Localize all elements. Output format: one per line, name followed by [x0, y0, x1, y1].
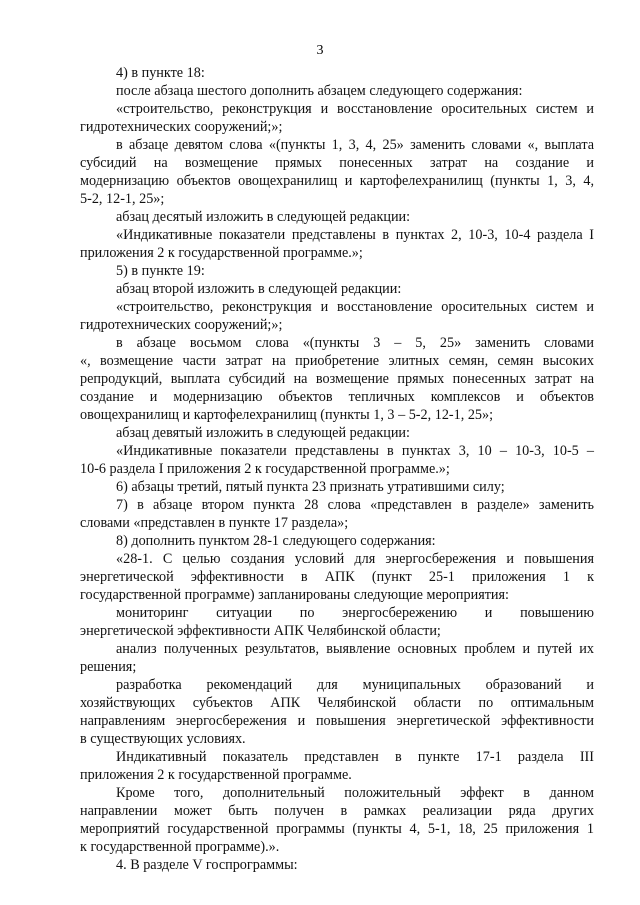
text-line: 10-6 раздела I приложения 2 к государственной программе.»;: [80, 461, 450, 477]
text-line: Индикативный показатель представлен в пункте 17-1 раздела III: [116, 749, 594, 765]
page-number: 3: [316, 43, 324, 58]
text-line: энергетической эффективности в АПК (пункт 25-1 приложения 1 к: [80, 569, 594, 585]
text-line: в абзаце восьмом слова «(пункты 3 – 5, 25» заменить словами: [116, 335, 594, 351]
text-line: 6) абзацы третий, пятый пункта 23 признать утратившими силу;: [116, 479, 505, 495]
text-line: «, возмещение части затрат на приобретение элитных семян, семян высоких: [80, 353, 594, 369]
text-line: абзац девятый изложить в следующей редакции:: [116, 425, 410, 441]
text-line: гидротехнических сооружений;»;: [80, 119, 283, 135]
text-line: субсидий на возмещение прямых понесенных затрат на создание и: [80, 155, 594, 171]
text-line: в абзаце девятом слова «(пункты 1, 3, 4, 25» заменить словами «, выплата: [116, 137, 594, 153]
text-line: Кроме того, дополнительный положительный эффект в данном: [116, 785, 594, 801]
text-line: энергетической эффективности АПК Челябинской области;: [80, 623, 441, 639]
text-line: «Индикативные показатели представлены в пунктах 2, 10-3, 10-4 раздела I: [116, 227, 594, 243]
text-line: государственной программе) запланированы следующие мероприятия:: [80, 587, 509, 603]
text-line: 8) дополнить пунктом 28-1 следующего содержания:: [116, 533, 436, 549]
text-line: направлении может быть получен в рамках реализации ряда других: [80, 803, 594, 819]
text-line: 4. В разделе V госпрограммы:: [116, 857, 298, 873]
text-line: создание и модернизацию объектов тепличных комплексов и объектов: [80, 389, 594, 405]
text-line: 7) в абзаце втором пункта 28 слова «представлен в разделе» заменить: [116, 497, 594, 513]
text-line: «строительство, реконструкция и восстановление оросительных систем и: [116, 101, 594, 117]
text-line: разработка рекомендаций для муниципальных образований и: [116, 677, 594, 693]
text-line: «Индикативные показатели представлены в пунктах 3, 10 – 10-3, 10-5 –: [116, 443, 594, 459]
text-line: модернизацию объектов овощехранилищ и картофелехранилищ (пункты 1, 3, 4,: [80, 173, 594, 189]
text-line: в существующих условиях.: [80, 731, 246, 747]
text-line: овощехранилищ и картофелехранилищ (пункты 1, 3 – 5-2, 12-1, 25»;: [80, 407, 494, 423]
text-line: решения;: [80, 659, 137, 675]
text-line: после абзаца шестого дополнить абзацем следующего содержания:: [116, 83, 523, 99]
text-line: хозяйствующих субъектов АПК Челябинской области по оптимальным: [80, 695, 594, 711]
text-line: «28-1. С целью создания условий для энергосбережения и повышения: [116, 551, 594, 567]
text-line: гидротехнических сооружений;»;: [80, 317, 283, 333]
text-line: к государственной программе).».: [80, 839, 280, 855]
text-line: 4) в пункте 18:: [116, 65, 205, 81]
text-line: приложения 2 к государственной программе.: [80, 767, 352, 783]
text-line: анализ полученных результатов, выявление основных проблем и путей их: [116, 641, 594, 657]
text-line: приложения 2 к государственной программе.»;: [80, 245, 363, 261]
text-line: 5-2, 12-1, 25»;: [80, 191, 165, 207]
text-line: мероприятий государственной программы (пункты 4, 5-1, 18, 25 приложения 1: [80, 821, 594, 837]
text-line: репродукций, выплата субсидий на возмещение прямых понесенных затрат на: [80, 371, 594, 387]
text-line: абзац второй изложить в следующей редакции:: [116, 281, 402, 297]
text-line: словами «представлен в пункте 17 раздела»;: [80, 515, 349, 531]
text-line: мониторинг ситуации по энергосбережению и повышению: [116, 605, 594, 621]
text-line: абзац десятый изложить в следующей редакции:: [116, 209, 411, 225]
text-line: 5) в пункте 19:: [116, 263, 205, 279]
text-line: «строительство, реконструкция и восстановление оросительных систем и: [116, 299, 594, 315]
text-line: направлениям энергосбережения и повышения энергетической эффективности: [80, 713, 594, 729]
